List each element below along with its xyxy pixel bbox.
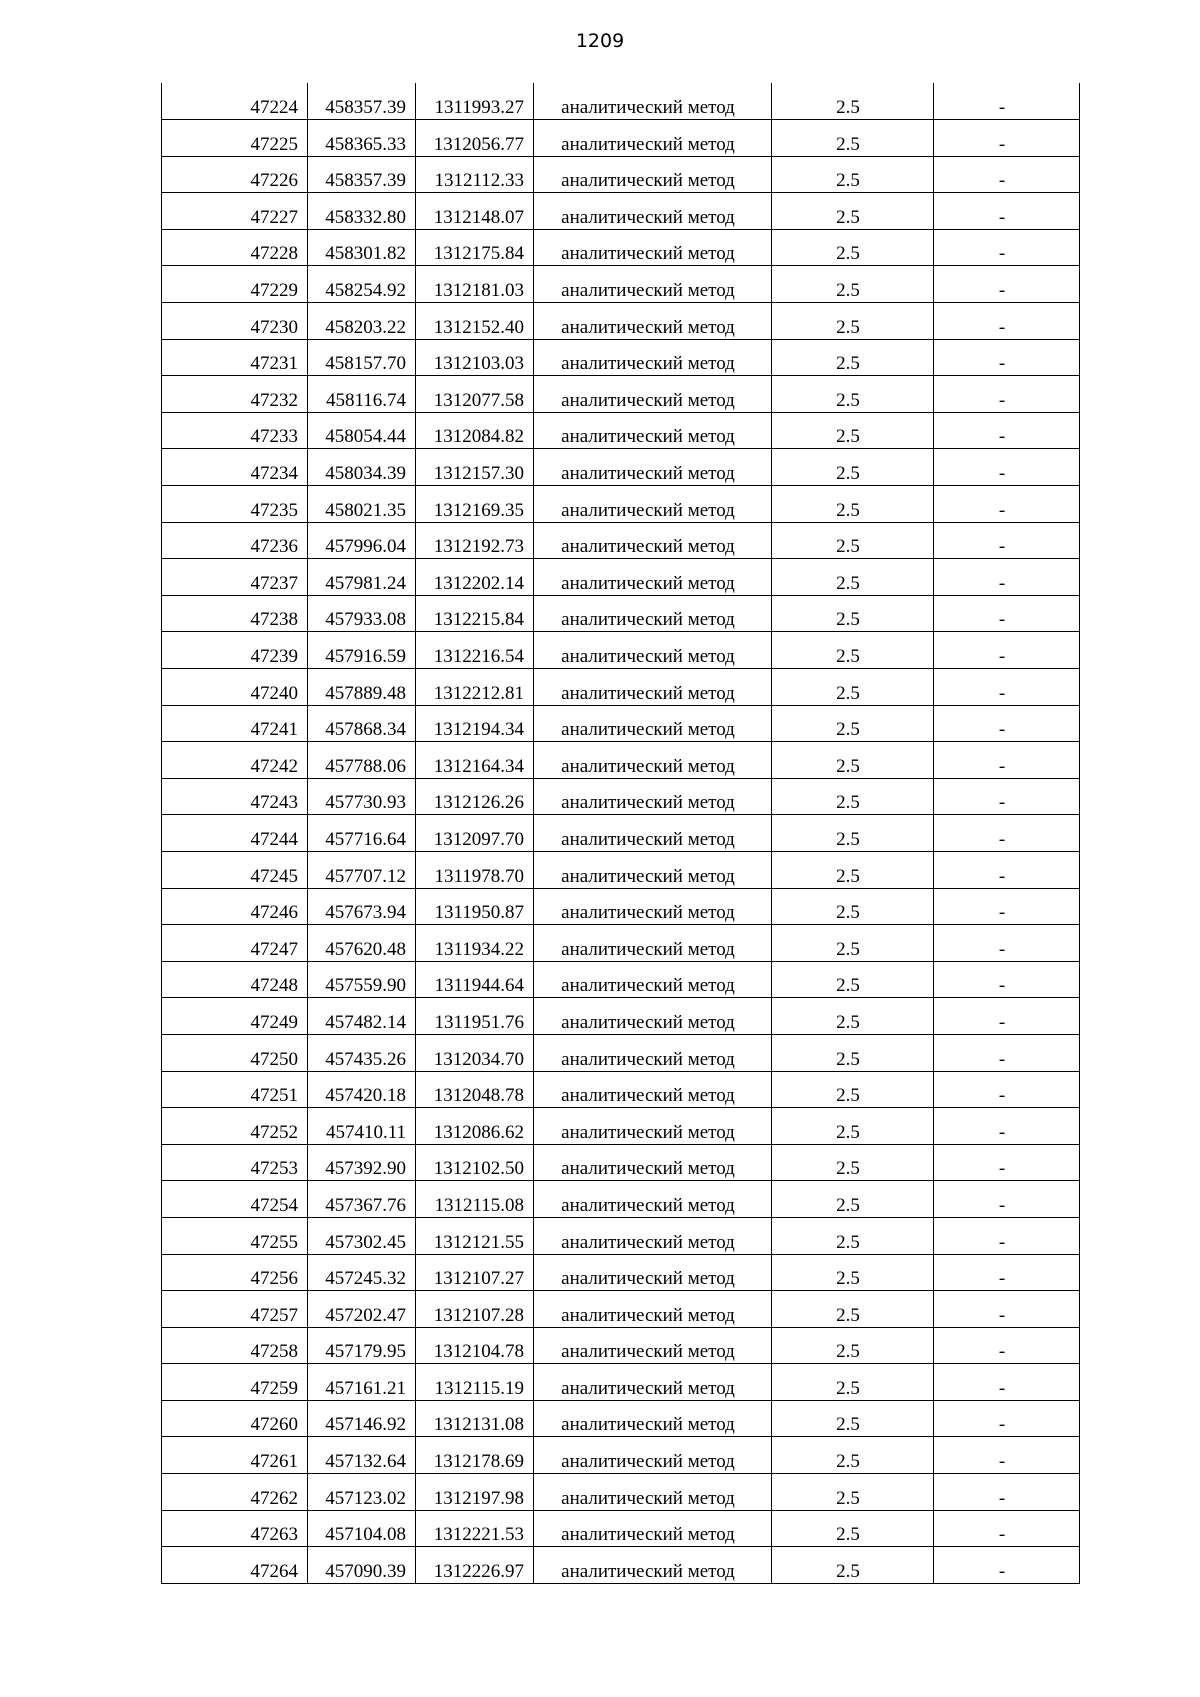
method-cell: аналитический метод [534, 1217, 772, 1254]
description-cell: - [934, 595, 1080, 632]
method-cell: аналитический метод [534, 522, 772, 559]
accuracy-cell: 2.5 [772, 1254, 934, 1291]
y-coordinate-cell: 1311934.22 [416, 925, 534, 962]
y-coordinate-cell: 1312194.34 [416, 705, 534, 742]
accuracy-cell: 2.5 [772, 888, 934, 925]
table-row [162, 778, 1080, 815]
description-cell: - [934, 1144, 1080, 1181]
method-cell: аналитический метод [534, 815, 772, 852]
x-coordinate-cell: 458054.44 [308, 412, 416, 449]
x-coordinate-cell: 457179.95 [308, 1327, 416, 1364]
method-cell: аналитический метод [534, 742, 772, 779]
description-cell: - [934, 156, 1080, 193]
page-number: 1209 [575, 30, 625, 52]
y-coordinate-cell: 1312103.03 [416, 339, 534, 376]
y-coordinate-cell: 1312086.62 [416, 1108, 534, 1145]
y-coordinate-cell: 1312226.97 [416, 1547, 534, 1584]
description-cell: - [934, 1254, 1080, 1291]
point-number-cell: 47235 [162, 486, 308, 523]
accuracy-cell: 2.5 [772, 1144, 934, 1181]
description-cell: - [934, 1437, 1080, 1474]
point-number-cell: 47229 [162, 266, 308, 303]
accuracy-cell: 2.5 [772, 339, 934, 376]
method-cell: аналитический метод [534, 705, 772, 742]
accuracy-cell: 2.5 [772, 632, 934, 669]
table-row [162, 742, 1080, 779]
accuracy-cell: 2.5 [772, 266, 934, 303]
description-cell: - [934, 83, 1080, 120]
table-row [162, 1254, 1080, 1291]
accuracy-cell: 2.5 [772, 449, 934, 486]
description-cell: - [934, 1034, 1080, 1071]
description-cell: - [934, 742, 1080, 779]
description-cell: - [934, 412, 1080, 449]
method-cell: аналитический метод [534, 778, 772, 815]
y-coordinate-cell: 1311993.27 [416, 83, 534, 120]
description-cell: - [934, 1217, 1080, 1254]
description-cell: - [934, 1510, 1080, 1547]
table-row [162, 339, 1080, 376]
accuracy-cell: 2.5 [772, 1217, 934, 1254]
description-cell: - [934, 1181, 1080, 1218]
method-cell: аналитический метод [534, 851, 772, 888]
accuracy-cell: 2.5 [772, 1437, 934, 1474]
description-cell: - [934, 1108, 1080, 1145]
x-coordinate-cell: 457132.64 [308, 1437, 416, 1474]
y-coordinate-cell: 1312107.27 [416, 1254, 534, 1291]
point-number-cell: 47236 [162, 522, 308, 559]
y-coordinate-cell: 1312175.84 [416, 229, 534, 266]
table-row [162, 559, 1080, 596]
point-number-cell: 47240 [162, 669, 308, 706]
method-cell: аналитический метод [534, 303, 772, 340]
y-coordinate-cell: 1312152.40 [416, 303, 534, 340]
table-row [162, 229, 1080, 266]
accuracy-cell: 2.5 [772, 156, 934, 193]
x-coordinate-cell: 457123.02 [308, 1474, 416, 1511]
table-row [162, 925, 1080, 962]
y-coordinate-cell: 1312115.08 [416, 1181, 534, 1218]
x-coordinate-cell: 458301.82 [308, 229, 416, 266]
x-coordinate-cell: 457302.45 [308, 1217, 416, 1254]
point-number-cell: 47255 [162, 1217, 308, 1254]
accuracy-cell: 2.5 [772, 998, 934, 1035]
method-cell: аналитический метод [534, 1327, 772, 1364]
point-number-cell: 47259 [162, 1364, 308, 1401]
table-row [162, 1291, 1080, 1328]
point-number-cell: 47251 [162, 1071, 308, 1108]
point-number-cell: 47249 [162, 998, 308, 1035]
point-number-cell: 47242 [162, 742, 308, 779]
y-coordinate-cell: 1311951.76 [416, 998, 534, 1035]
point-number-cell: 47232 [162, 376, 308, 413]
x-coordinate-cell: 457202.47 [308, 1291, 416, 1328]
table-row [162, 83, 1080, 120]
table-row [162, 1217, 1080, 1254]
y-coordinate-cell: 1312221.53 [416, 1510, 534, 1547]
y-coordinate-cell: 1312102.50 [416, 1144, 534, 1181]
accuracy-cell: 2.5 [772, 412, 934, 449]
table-row [162, 1474, 1080, 1511]
x-coordinate-cell: 458021.35 [308, 486, 416, 523]
y-coordinate-cell: 1312077.58 [416, 376, 534, 413]
method-cell: аналитический метод [534, 1108, 772, 1145]
method-cell: аналитический метод [534, 339, 772, 376]
method-cell: аналитический метод [534, 120, 772, 157]
x-coordinate-cell: 458357.39 [308, 83, 416, 120]
x-coordinate-cell: 457410.11 [308, 1108, 416, 1145]
x-coordinate-cell: 457673.94 [308, 888, 416, 925]
table-row [162, 595, 1080, 632]
table-row [162, 1181, 1080, 1218]
accuracy-cell: 2.5 [772, 742, 934, 779]
x-coordinate-cell: 457707.12 [308, 851, 416, 888]
method-cell: аналитический метод [534, 1510, 772, 1547]
description-cell: - [934, 1071, 1080, 1108]
description-cell: - [934, 303, 1080, 340]
point-number-cell: 47260 [162, 1400, 308, 1437]
table-row [162, 1364, 1080, 1401]
accuracy-cell: 2.5 [772, 1364, 934, 1401]
description-cell: - [934, 1400, 1080, 1437]
method-cell: аналитический метод [534, 888, 772, 925]
method-cell: аналитический метод [534, 1364, 772, 1401]
x-coordinate-cell: 457868.34 [308, 705, 416, 742]
accuracy-cell: 2.5 [772, 1510, 934, 1547]
method-cell: аналитический метод [534, 1437, 772, 1474]
y-coordinate-cell: 1312215.84 [416, 595, 534, 632]
y-coordinate-cell: 1312197.98 [416, 1474, 534, 1511]
point-number-cell: 47233 [162, 412, 308, 449]
table-row [162, 376, 1080, 413]
point-number-cell: 47263 [162, 1510, 308, 1547]
accuracy-cell: 2.5 [772, 1071, 934, 1108]
x-coordinate-cell: 457420.18 [308, 1071, 416, 1108]
method-cell: аналитический метод [534, 1034, 772, 1071]
accuracy-cell: 2.5 [772, 1108, 934, 1145]
accuracy-cell: 2.5 [772, 193, 934, 230]
accuracy-cell: 2.5 [772, 486, 934, 523]
method-cell: аналитический метод [534, 998, 772, 1035]
y-coordinate-cell: 1311944.64 [416, 961, 534, 998]
table-row [162, 486, 1080, 523]
method-cell: аналитический метод [534, 1547, 772, 1584]
y-coordinate-cell: 1311978.70 [416, 851, 534, 888]
description-cell: - [934, 888, 1080, 925]
point-number-cell: 47230 [162, 303, 308, 340]
description-cell: - [934, 961, 1080, 998]
point-number-cell: 47237 [162, 559, 308, 596]
table-row [162, 1510, 1080, 1547]
method-cell: аналитический метод [534, 961, 772, 998]
y-coordinate-cell: 1312048.78 [416, 1071, 534, 1108]
accuracy-cell: 2.5 [772, 851, 934, 888]
accuracy-cell: 2.5 [772, 1181, 934, 1218]
point-number-cell: 47257 [162, 1291, 308, 1328]
table-row [162, 266, 1080, 303]
x-coordinate-cell: 458254.92 [308, 266, 416, 303]
table-row [162, 888, 1080, 925]
table-row [162, 120, 1080, 157]
accuracy-cell: 2.5 [772, 376, 934, 413]
table-row [162, 1108, 1080, 1145]
method-cell: аналитический метод [534, 449, 772, 486]
point-number-cell: 47252 [162, 1108, 308, 1145]
x-coordinate-cell: 458157.70 [308, 339, 416, 376]
description-cell: - [934, 705, 1080, 742]
x-coordinate-cell: 457161.21 [308, 1364, 416, 1401]
y-coordinate-cell: 1312148.07 [416, 193, 534, 230]
point-number-cell: 47238 [162, 595, 308, 632]
x-coordinate-cell: 457435.26 [308, 1034, 416, 1071]
method-cell: аналитический метод [534, 229, 772, 266]
description-cell: - [934, 1364, 1080, 1401]
point-number-cell: 47248 [162, 961, 308, 998]
description-cell: - [934, 339, 1080, 376]
method-cell: аналитический метод [534, 1144, 772, 1181]
table-row [162, 1547, 1080, 1584]
description-cell: - [934, 1291, 1080, 1328]
table-row [162, 1327, 1080, 1364]
description-cell: - [934, 925, 1080, 962]
table-row [162, 961, 1080, 998]
coordinates-table-body [162, 83, 1080, 1583]
table-row [162, 669, 1080, 706]
method-cell: аналитический метод [534, 412, 772, 449]
y-coordinate-cell: 1312212.81 [416, 669, 534, 706]
x-coordinate-cell: 457933.08 [308, 595, 416, 632]
x-coordinate-cell: 458116.74 [308, 376, 416, 413]
accuracy-cell: 2.5 [772, 1291, 934, 1328]
accuracy-cell: 2.5 [772, 705, 934, 742]
y-coordinate-cell: 1312178.69 [416, 1437, 534, 1474]
x-coordinate-cell: 458357.39 [308, 156, 416, 193]
y-coordinate-cell: 1312121.55 [416, 1217, 534, 1254]
point-number-cell: 47226 [162, 156, 308, 193]
y-coordinate-cell: 1312034.70 [416, 1034, 534, 1071]
point-number-cell: 47246 [162, 888, 308, 925]
point-number-cell: 47227 [162, 193, 308, 230]
description-cell: - [934, 266, 1080, 303]
x-coordinate-cell: 457367.76 [308, 1181, 416, 1218]
point-number-cell: 47254 [162, 1181, 308, 1218]
x-coordinate-cell: 458203.22 [308, 303, 416, 340]
description-cell: - [934, 1547, 1080, 1584]
description-cell: - [934, 559, 1080, 596]
y-coordinate-cell: 1312202.14 [416, 559, 534, 596]
x-coordinate-cell: 457788.06 [308, 742, 416, 779]
method-cell: аналитический метод [534, 1400, 772, 1437]
x-coordinate-cell: 458332.80 [308, 193, 416, 230]
description-cell: - [934, 486, 1080, 523]
point-number-cell: 47247 [162, 925, 308, 962]
x-coordinate-cell: 457392.90 [308, 1144, 416, 1181]
accuracy-cell: 2.5 [772, 778, 934, 815]
accuracy-cell: 2.5 [772, 1034, 934, 1071]
y-coordinate-cell: 1312181.03 [416, 266, 534, 303]
y-coordinate-cell: 1312104.78 [416, 1327, 534, 1364]
method-cell: аналитический метод [534, 266, 772, 303]
method-cell: аналитический метод [534, 193, 772, 230]
description-cell: - [934, 522, 1080, 559]
method-cell: аналитический метод [534, 925, 772, 962]
x-coordinate-cell: 457482.14 [308, 998, 416, 1035]
accuracy-cell: 2.5 [772, 1547, 934, 1584]
table-row [162, 998, 1080, 1035]
method-cell: аналитический метод [534, 486, 772, 523]
y-coordinate-cell: 1312084.82 [416, 412, 534, 449]
y-coordinate-cell: 1311950.87 [416, 888, 534, 925]
point-number-cell: 47224 [162, 83, 308, 120]
table-row [162, 1400, 1080, 1437]
table-row [162, 815, 1080, 852]
method-cell: аналитический метод [534, 559, 772, 596]
point-number-cell: 47264 [162, 1547, 308, 1584]
x-coordinate-cell: 457559.90 [308, 961, 416, 998]
point-number-cell: 47261 [162, 1437, 308, 1474]
table-row [162, 449, 1080, 486]
y-coordinate-cell: 1312216.54 [416, 632, 534, 669]
point-number-cell: 47239 [162, 632, 308, 669]
point-number-cell: 47234 [162, 449, 308, 486]
accuracy-cell: 2.5 [772, 120, 934, 157]
description-cell: - [934, 998, 1080, 1035]
table-row [162, 632, 1080, 669]
method-cell: аналитический метод [534, 1254, 772, 1291]
y-coordinate-cell: 1312164.34 [416, 742, 534, 779]
accuracy-cell: 2.5 [772, 961, 934, 998]
coordinates-table [161, 83, 1080, 1584]
method-cell: аналитический метод [534, 156, 772, 193]
point-number-cell: 47250 [162, 1034, 308, 1071]
accuracy-cell: 2.5 [772, 1474, 934, 1511]
y-coordinate-cell: 1312115.19 [416, 1364, 534, 1401]
method-cell: аналитический метод [534, 595, 772, 632]
point-number-cell: 47245 [162, 851, 308, 888]
description-cell: - [934, 815, 1080, 852]
description-cell: - [934, 778, 1080, 815]
y-coordinate-cell: 1312097.70 [416, 815, 534, 852]
method-cell: аналитический метод [534, 632, 772, 669]
method-cell: аналитический метод [534, 1291, 772, 1328]
x-coordinate-cell: 457889.48 [308, 669, 416, 706]
description-cell: - [934, 229, 1080, 266]
y-coordinate-cell: 1312056.77 [416, 120, 534, 157]
accuracy-cell: 2.5 [772, 1327, 934, 1364]
description-cell: - [934, 193, 1080, 230]
table-row [162, 1071, 1080, 1108]
point-number-cell: 47258 [162, 1327, 308, 1364]
table-row [162, 1144, 1080, 1181]
description-cell: - [934, 1474, 1080, 1511]
y-coordinate-cell: 1312126.26 [416, 778, 534, 815]
x-coordinate-cell: 457716.64 [308, 815, 416, 852]
point-number-cell: 47253 [162, 1144, 308, 1181]
description-cell: - [934, 120, 1080, 157]
method-cell: аналитический метод [534, 376, 772, 413]
point-number-cell: 47256 [162, 1254, 308, 1291]
description-cell: - [934, 1327, 1080, 1364]
x-coordinate-cell: 457090.39 [308, 1547, 416, 1584]
point-number-cell: 47243 [162, 778, 308, 815]
point-number-cell: 47231 [162, 339, 308, 376]
description-cell: - [934, 376, 1080, 413]
x-coordinate-cell: 457620.48 [308, 925, 416, 962]
description-cell: - [934, 632, 1080, 669]
method-cell: аналитический метод [534, 1071, 772, 1108]
accuracy-cell: 2.5 [772, 229, 934, 266]
method-cell: аналитический метод [534, 1181, 772, 1218]
accuracy-cell: 2.5 [772, 595, 934, 632]
point-number-cell: 47262 [162, 1474, 308, 1511]
x-coordinate-cell: 457916.59 [308, 632, 416, 669]
point-number-cell: 47228 [162, 229, 308, 266]
x-coordinate-cell: 457245.32 [308, 1254, 416, 1291]
x-coordinate-cell: 457981.24 [308, 559, 416, 596]
accuracy-cell: 2.5 [772, 303, 934, 340]
x-coordinate-cell: 458034.39 [308, 449, 416, 486]
table-row [162, 705, 1080, 742]
y-coordinate-cell: 1312192.73 [416, 522, 534, 559]
accuracy-cell: 2.5 [772, 1400, 934, 1437]
accuracy-cell: 2.5 [772, 815, 934, 852]
x-coordinate-cell: 457730.93 [308, 778, 416, 815]
method-cell: аналитический метод [534, 83, 772, 120]
method-cell: аналитический метод [534, 669, 772, 706]
x-coordinate-cell: 458365.33 [308, 120, 416, 157]
table-row [162, 1034, 1080, 1071]
table-row [162, 156, 1080, 193]
accuracy-cell: 2.5 [772, 522, 934, 559]
y-coordinate-cell: 1312169.35 [416, 486, 534, 523]
y-coordinate-cell: 1312157.30 [416, 449, 534, 486]
point-number-cell: 47225 [162, 120, 308, 157]
table-row [162, 851, 1080, 888]
accuracy-cell: 2.5 [772, 669, 934, 706]
table-row [162, 1437, 1080, 1474]
point-number-cell: 47241 [162, 705, 308, 742]
table-row [162, 303, 1080, 340]
table-row [162, 522, 1080, 559]
x-coordinate-cell: 457104.08 [308, 1510, 416, 1547]
description-cell: - [934, 449, 1080, 486]
y-coordinate-cell: 1312112.33 [416, 156, 534, 193]
method-cell: аналитический метод [534, 1474, 772, 1511]
description-cell: - [934, 669, 1080, 706]
accuracy-cell: 2.5 [772, 559, 934, 596]
description-cell: - [934, 851, 1080, 888]
accuracy-cell: 2.5 [772, 83, 934, 120]
table-row [162, 193, 1080, 230]
x-coordinate-cell: 457146.92 [308, 1400, 416, 1437]
table-row [162, 412, 1080, 449]
accuracy-cell: 2.5 [772, 925, 934, 962]
y-coordinate-cell: 1312107.28 [416, 1291, 534, 1328]
y-coordinate-cell: 1312131.08 [416, 1400, 534, 1437]
point-number-cell: 47244 [162, 815, 308, 852]
x-coordinate-cell: 457996.04 [308, 522, 416, 559]
